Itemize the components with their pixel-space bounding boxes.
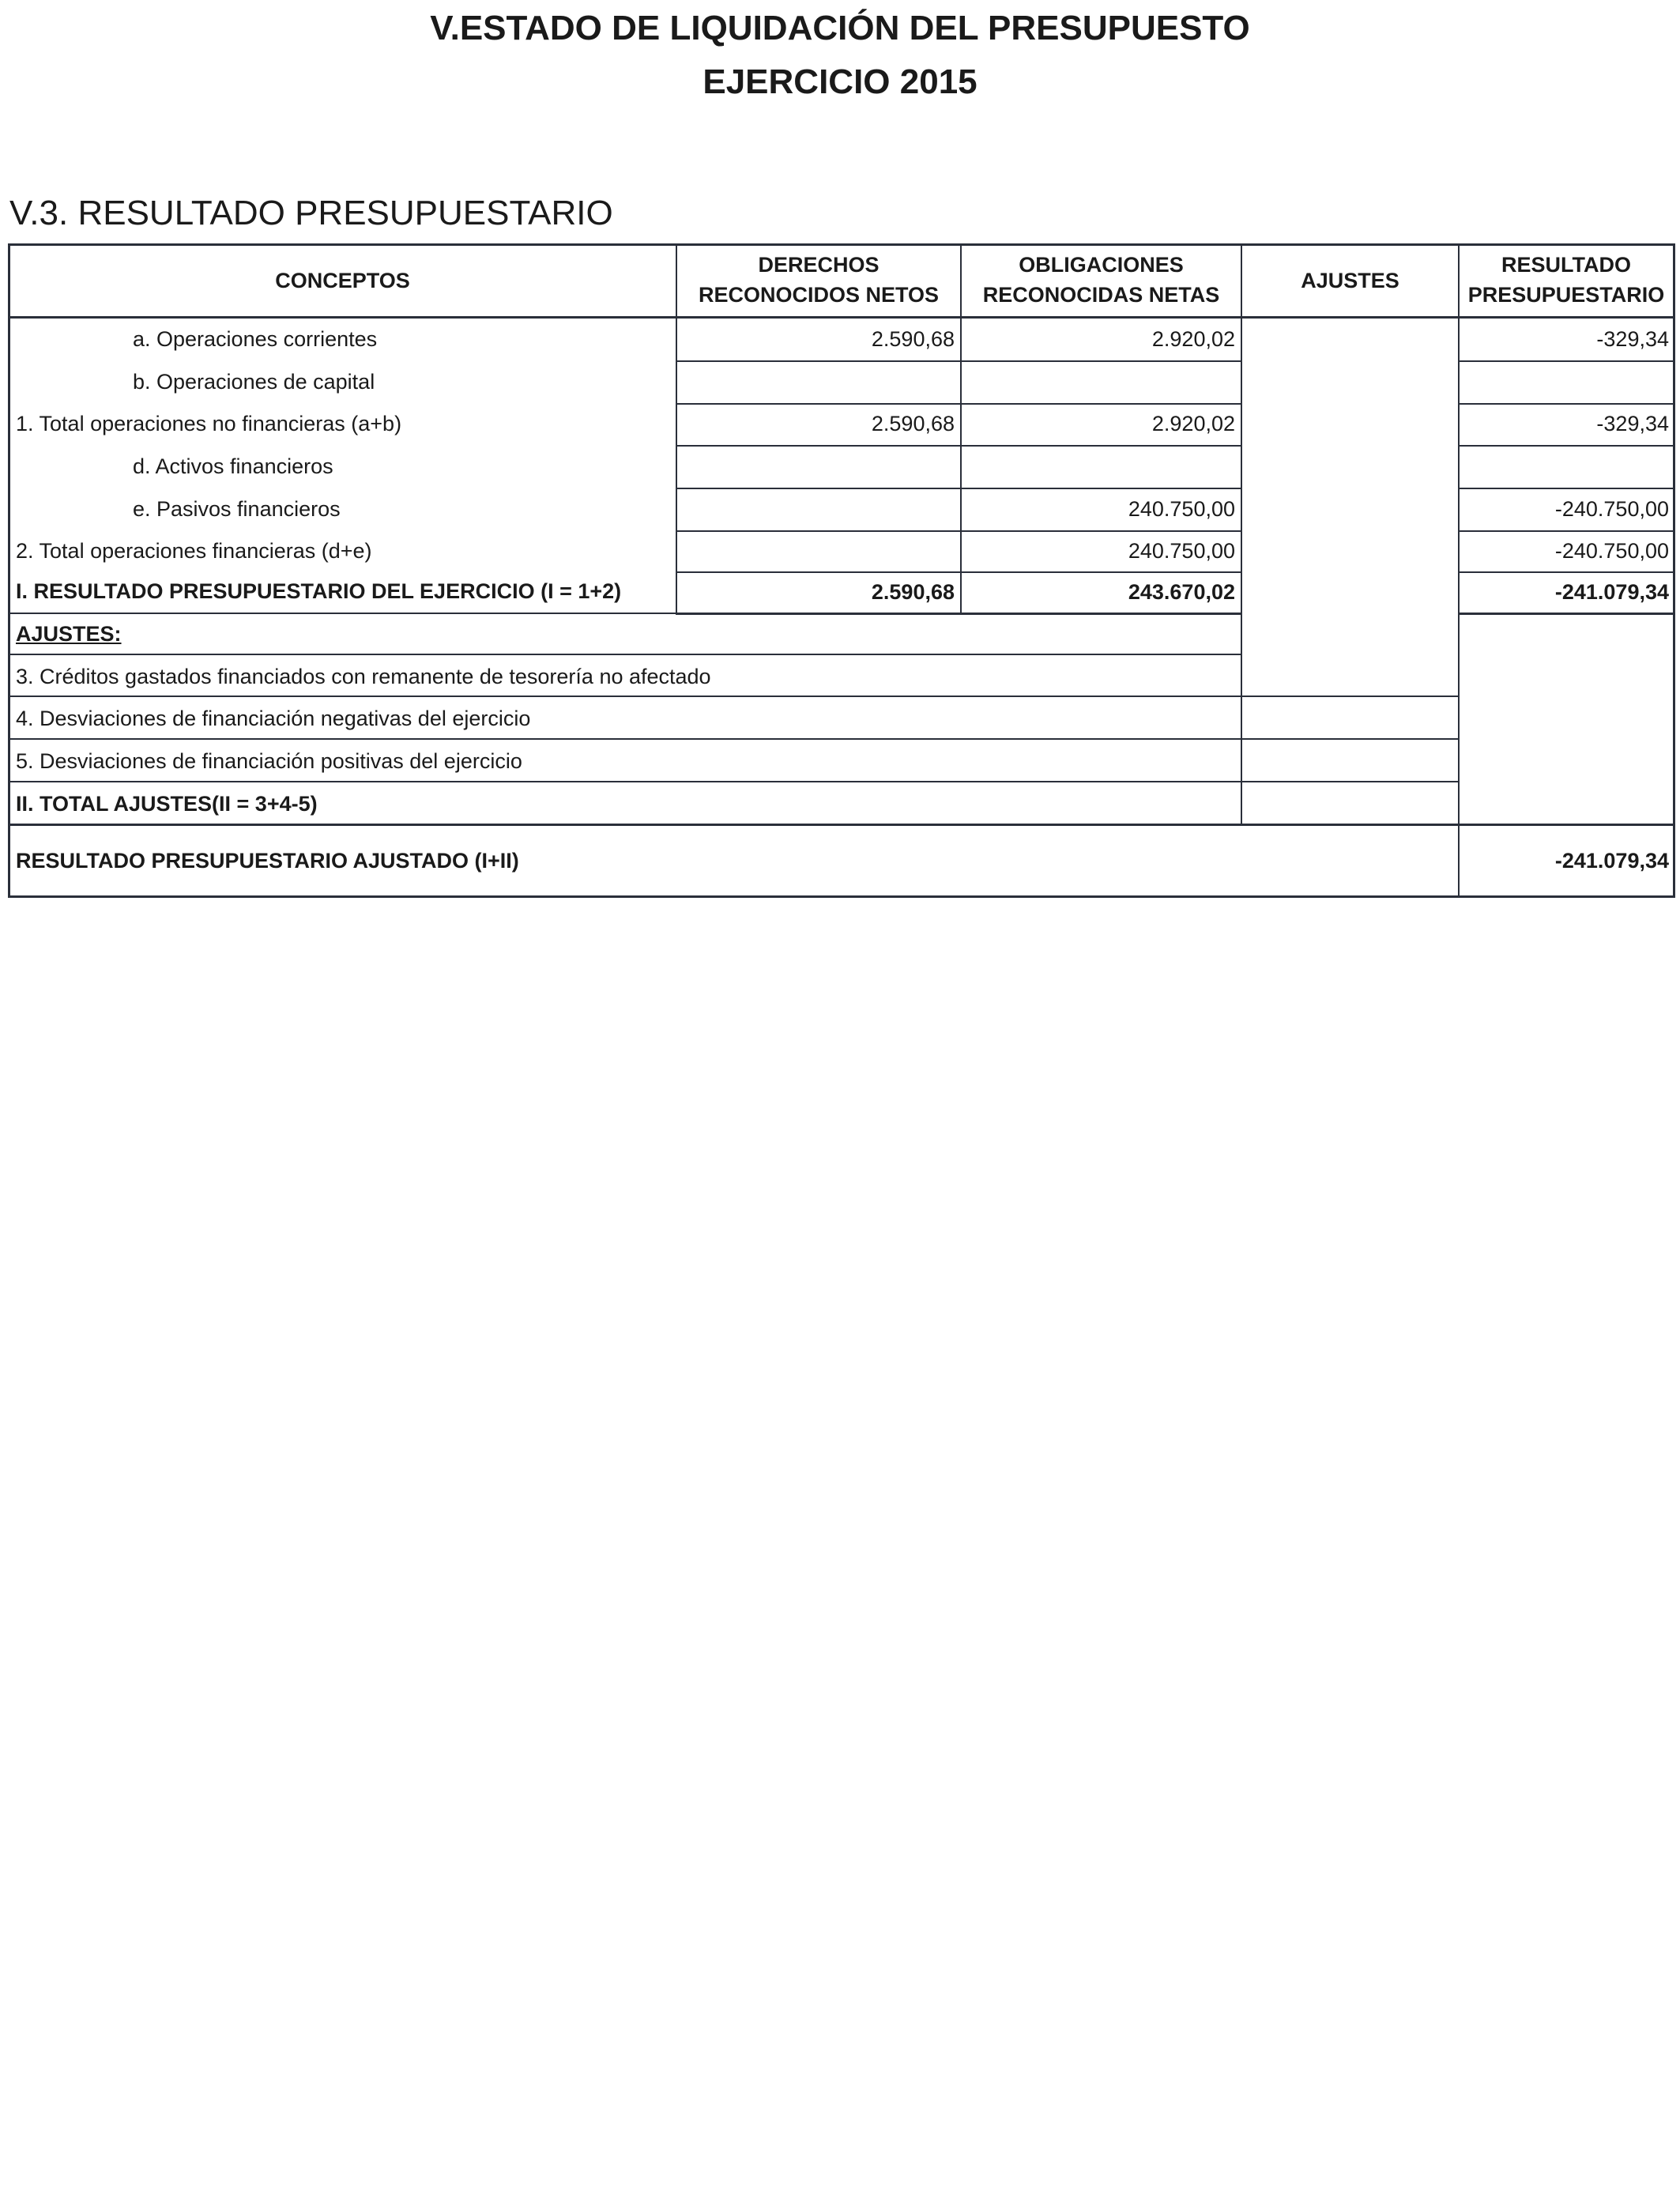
row-total-i-derechos: 2.590,68 xyxy=(871,580,955,604)
ajustes-heading: AJUSTES: xyxy=(16,622,122,646)
row-d-label: d. Activos financieros xyxy=(133,454,333,478)
column-header-conceptos: CONCEPTOS xyxy=(275,269,410,292)
column-header-ajustes: AJUSTES xyxy=(1301,269,1399,292)
column-header-derechos-line1: DERECHOS xyxy=(758,253,880,277)
column-header-obligaciones-line1: OBLIGACIONES xyxy=(1019,253,1184,277)
ajustes-total-ii: II. TOTAL AJUSTES(II = 3+4-5) xyxy=(16,792,318,816)
column-header-obligaciones xyxy=(962,250,1241,310)
final-result-label: RESULTADO PRESUPUESTARIO AJUSTADO (I+II) xyxy=(16,849,519,873)
row-total-i-obligaciones: 243.670,02 xyxy=(1128,580,1235,604)
section-title: V.3. RESULTADO PRESUPUESTARIO xyxy=(9,194,613,232)
ajustes-row-3: 3. Créditos gastados financiados con remanente de tesorería no afectado xyxy=(16,665,711,688)
row-e-label: e. Pasivos financieros xyxy=(133,497,341,521)
row-total-1-derechos: 2.590,68 xyxy=(871,412,955,435)
column-header-resultado-line2: PRESUPUESTARIO xyxy=(1467,283,1665,307)
row-e-resultado: -240.750,00 xyxy=(1554,497,1669,521)
final-result-value: -241.079,34 xyxy=(1554,849,1669,873)
row-a-resultado: -329,34 xyxy=(1596,327,1669,351)
row-total-1-obligaciones: 2.920,02 xyxy=(1151,412,1235,435)
ajustes-row-5: 5. Desviaciones de financiación positivas del ejercicio xyxy=(16,749,522,773)
ajustes-row-4: 4. Desviaciones de financiación negativas del ejercicio xyxy=(16,707,531,730)
column-header-obligaciones-line2: RECONOCIDAS NETAS xyxy=(982,283,1220,307)
column-header-derechos xyxy=(677,250,960,310)
document-subtitle-year: EJERCICIO 2015 xyxy=(703,62,977,101)
row-total-2-obligaciones: 240.750,00 xyxy=(1128,539,1235,563)
row-a-obligaciones: 2.920,02 xyxy=(1151,327,1235,351)
row-total-i-resultado: -241.079,34 xyxy=(1554,580,1669,604)
row-a-derechos: 2.590,68 xyxy=(871,327,955,351)
row-total-1-label: 1. Total operaciones no financieras (a+b) xyxy=(16,412,402,435)
row-e-obligaciones: 240.750,00 xyxy=(1128,497,1235,521)
row-a-label: a. Operaciones corrientes xyxy=(133,327,378,351)
row-total-1-resultado: -329,34 xyxy=(1596,412,1669,435)
row-total-2-label: 2. Total operaciones financieras (d+e) xyxy=(16,539,372,563)
column-header-resultado xyxy=(1460,250,1673,310)
document-title: V.ESTADO DE LIQUIDACIÓN DEL PRESUPUESTO xyxy=(430,9,1250,47)
column-header-derechos-line2: RECONOCIDOS NETOS xyxy=(698,283,940,307)
row-b-label: b. Operaciones de capital xyxy=(133,370,375,394)
column-header-resultado-line1: RESULTADO xyxy=(1501,253,1631,277)
row-total-2-resultado: -240.750,00 xyxy=(1554,539,1669,563)
row-total-i-label: I. RESULTADO PRESUPUESTARIO DEL EJERCICIO (I = 1+2) xyxy=(16,579,622,603)
